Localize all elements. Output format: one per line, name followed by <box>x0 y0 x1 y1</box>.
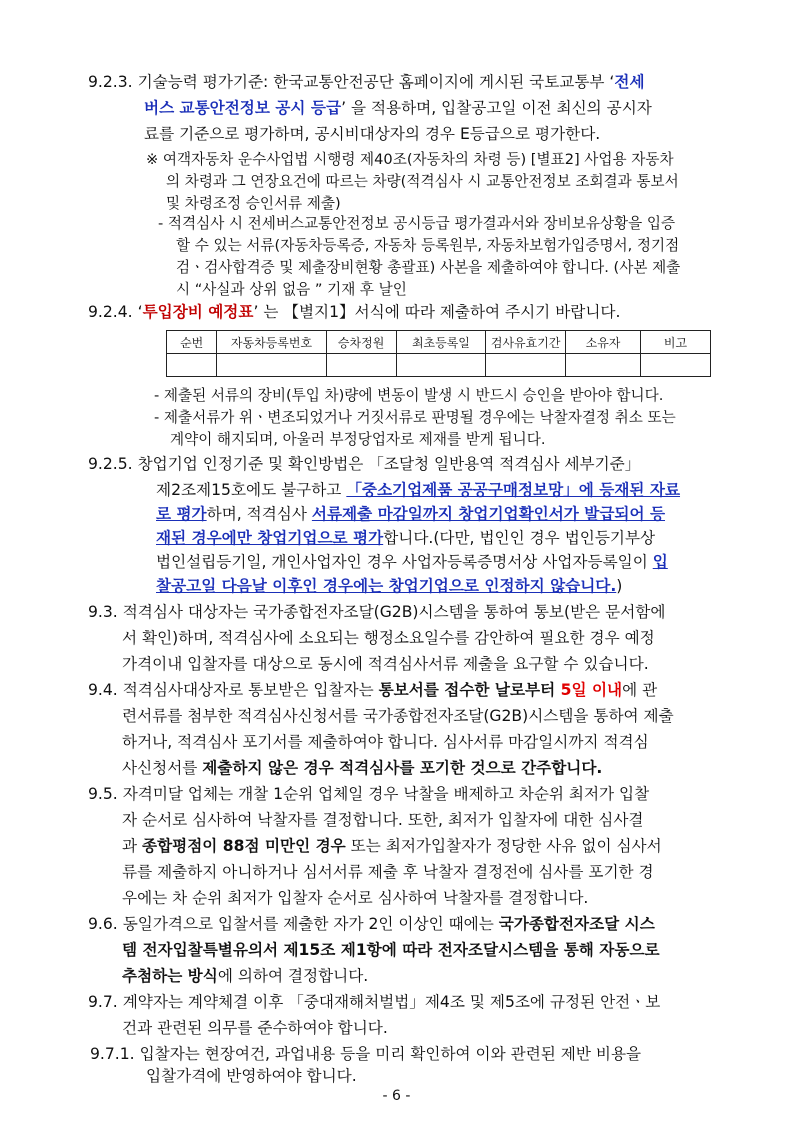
table-header-cell: 소유자 <box>566 331 641 354</box>
para-97-line2: 건과 관련된 의무를 준수하여야 합니다. <box>122 1019 388 1037</box>
para-94-line1: 9.4. 적격심사대상자로 통보받은 입찰자는 통보서를 접수한 날로부터 5일 이내에 관 <box>88 681 658 699</box>
table-header-cell: 최초등록일 <box>396 331 486 354</box>
dash-923-line1: - 적격심사 시 전세버스교통안전정보 공시등급 평가결과서와 장비보유상황을 입증 <box>158 215 676 232</box>
para-93-line2: 서 확인)하며, 적격심사에 소요되는 행정소요일수를 감안하여 필요한 경우 예정 <box>122 629 655 647</box>
dash-923-line3: 검ㆍ검사합격증 및 제출장비현황 총괄표) 사본을 제출하여야 합니다. (사본 제출 <box>176 259 681 276</box>
para-93-line1: 9.3. 적격심사 대상자는 국가종합전자조달(G2B)시스템을 통하여 통보(받은 문서함에 <box>88 603 666 621</box>
dash-924-line3: 계약이 해지되며, 아울러 부정당업자로 제재를 받게 됩니다. <box>170 431 546 448</box>
table-header-row <box>167 331 711 354</box>
equipment-table <box>166 330 711 377</box>
table-header-cell: 검사유효기간 <box>486 331 566 354</box>
para-96-line3: 추첨하는 방식에 의하여 결정합니다. <box>122 967 369 985</box>
table-header-cell: 자동차등록번호 <box>217 331 326 354</box>
para-925-line3: 로 평가하며, 적격심사 서류제출 마감일까지 창업기업확인서가 발급되어 등 <box>156 505 666 523</box>
para-923-line1: 9.2.3. 기술능력 평가기준: 한국교통안전공단 홈페이지에 게시된 국토교통부 ‘전세 <box>88 73 645 91</box>
para-96-line1: 9.6. 동일가격으로 입찰서를 제출한 자가 2인 이상인 때에는 국가종합전자조달 시스 <box>88 915 655 933</box>
para-94-line4: 사신청서를 제출하지 않은 경우 적격심사를 포기한 것으로 간주합니다. <box>122 759 603 777</box>
para-924-line1: 9.2.4. ‘투입장비 예정표’ 는 【별지1】서식에 따라 제출하여 주시기 바랍니다. <box>88 303 621 321</box>
para-95-line2: 자 순서로 심사하여 낙찰자를 결정합니다. 또한, 최저가 입찰자에 대한 심사결 <box>122 811 644 829</box>
table-header-cell: 승차정원 <box>326 331 396 354</box>
para-925-line6: 찰공고일 다음날 이후인 경우에는 창업기업으로 인정하지 않습니다.) <box>156 577 623 595</box>
para-93-line3: 가격이내 입찰자를 대상으로 동시에 적격심사서류 제출을 요구할 수 있습니다. <box>122 655 649 673</box>
dash-923-line2: 할 수 있는 서류(자동차등록증, 자동차 등록원부, 자동차보험가입증명서, 정기점 <box>176 237 680 254</box>
page-number: - 6 - <box>382 1088 411 1104</box>
table-row <box>167 354 711 377</box>
dash-924-line1: - 제출된 서류의 장비(투입 차)량에 변동이 발생 시 반드시 승인을 받아야 합니다. <box>154 387 664 404</box>
para-95-line4: 류를 제출하지 아니하거나 심서서류 제출 후 낙찰자 결정전에 심사를 포기한 경 <box>122 863 654 881</box>
table-cell <box>167 354 217 377</box>
para-923-line3: 료를 기준으로 평가하며, 공시비대상자의 경우 E등급으로 평가한다. <box>144 125 601 143</box>
para-925-line5: 법인설립등기일, 개인사업자인 경우 사업자등록증명서상 사업자등록일이 입 <box>156 553 668 571</box>
para-97-line1: 9.7. 계약자는 계약체결 이후 「중대재해처벌법」제4조 및 제5조에 규정된 안전ㆍ보 <box>88 993 661 1011</box>
para-925-line1: 9.2.5. 창업기업 인정기준 및 확인방법은 「조달청 일반용역 적격심사 세부기준」 <box>88 455 641 473</box>
para-923-line2: 버스 교통안전정보 공시 등급’ 을 적용하며, 입찰공고일 이전 최신의 공시자 <box>144 99 652 117</box>
table-cell <box>396 354 486 377</box>
table-header-cell: 비고 <box>640 331 710 354</box>
table-cell <box>640 354 710 377</box>
table-cell <box>566 354 641 377</box>
para-95-line1: 9.5. 자격미달 업체는 개찰 1순위 업체일 경우 낙찰을 배제하고 차순위 최저가 입찰 <box>88 785 650 803</box>
note-923-line2: 의 차령과 그 연장요건에 따르는 차량(적격심사 시 교통안전정보 조회결과 통보서 <box>166 173 679 190</box>
table-cell <box>326 354 396 377</box>
para-971-line1: 9.7.1. 입찰자는 현장여건, 과업내용 등을 미리 확인하여 이와 관련된 제반 비용을 <box>90 1045 642 1063</box>
note-923-line3: 및 차령조정 승인서류 제출) <box>166 195 341 212</box>
para-925-line2: 제2조제15호에도 불구하고 「중소기업제품 공공구매정보망」에 등재된 자료 <box>156 481 681 499</box>
table-header-cell: 순번 <box>167 331 217 354</box>
para-94-line3: 하거나, 적격심사 포기서를 제출하여야 합니다. 심사서류 마감일시까지 적격심 <box>122 733 649 751</box>
para-96-line2: 템 전자입찰특별유의서 제15조 제1항에 따라 전자조달시스템을 통해 자동으로 <box>122 941 660 959</box>
para-95-line5: 우에는 차 순위 최저가 입찰자 순서로 심사하여 낙찰자를 결정합니다. <box>122 889 589 907</box>
table-cell <box>486 354 566 377</box>
dash-923-line4: 시 “사실과 상위 없음 ” 기재 후 날인 <box>176 281 407 298</box>
para-971-line2: 입찰가격에 반영하여야 합니다. <box>146 1067 357 1085</box>
note-923-line1: ※ 여객자동차 운수사업법 시행령 제40조(자동차의 차령 등) [별표2] 사업용 자동차 <box>146 151 674 168</box>
para-925-line4: 재된 경우에만 창업기업으로 평가합니다.(다만, 법인인 경우 법인등기부상 <box>156 529 656 547</box>
para-94-line2: 련서류를 첨부한 적격심사신청서를 국가종합전자조달(G2B)시스템을 통하여 제출 <box>122 707 674 725</box>
para-95-line3: 과 종합평점이 88점 미만인 경우 또는 최저가입찰자가 정당한 사유 없이 심사서 <box>122 837 662 855</box>
dash-924-line2: - 제출서류가 위ㆍ변조되었거나 거짓서류로 판명될 경우에는 낙찰자결정 취소 또는 <box>154 409 676 426</box>
table-cell <box>217 354 326 377</box>
